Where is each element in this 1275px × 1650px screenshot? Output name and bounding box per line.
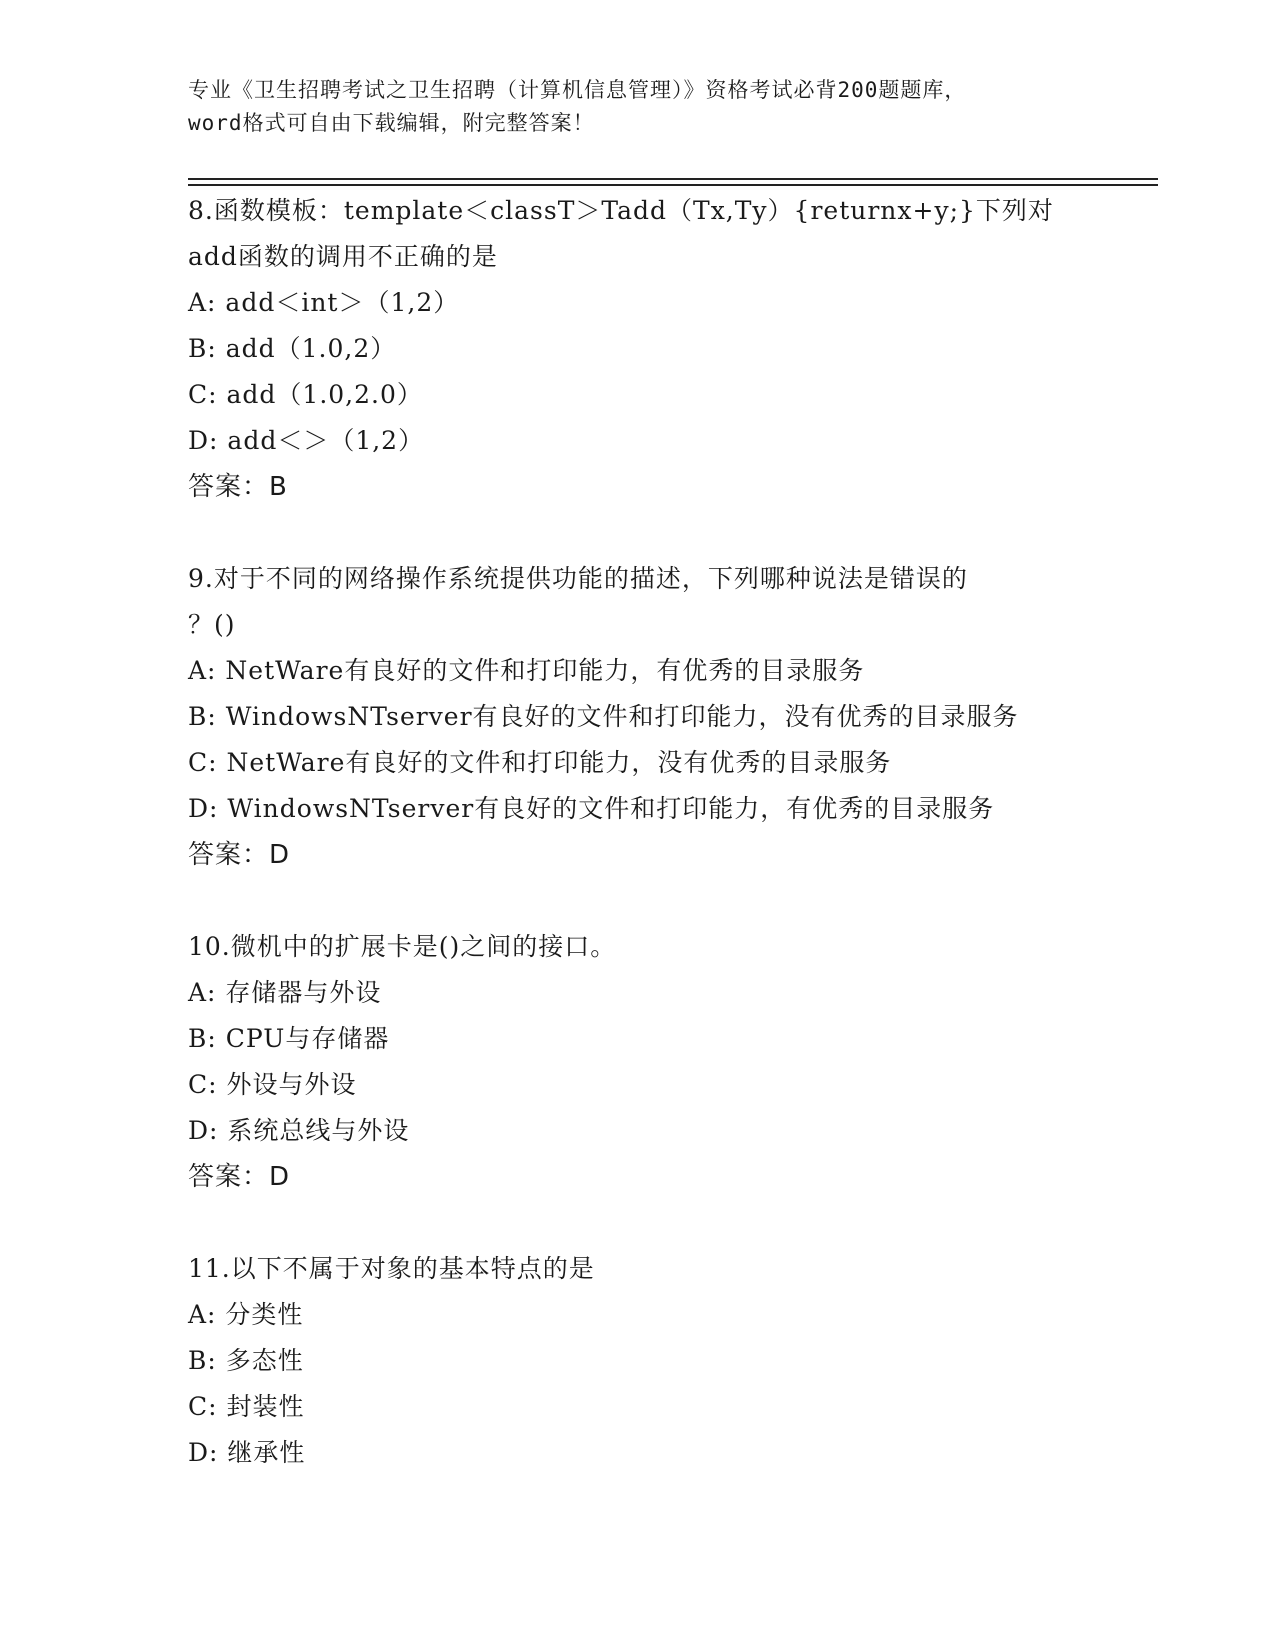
question-8 xyxy=(188,188,1158,510)
question-stem: 8.函数模板：template＜classT＞Tadd（Tx,Ty）{returnx+y;}下列对 xyxy=(188,196,1054,225)
question-stem: 9.对于不同的网络操作系统提供功能的描述，下列哪种说法是错误的 xyxy=(188,564,968,593)
option-a: A: add＜int＞（1,2） xyxy=(188,288,460,317)
question-9 xyxy=(188,556,1158,878)
option-b: B: CPU与存储器 xyxy=(188,1024,390,1053)
header-line-1: 专业《卫生招聘考试之卫生招聘（计算机信息管理）》资格考试必背200题题库， xyxy=(188,78,967,102)
option-d: D: 系统总线与外设 xyxy=(188,1116,410,1145)
question-stem: add函数的调用不正确的是 xyxy=(188,242,498,271)
option-b: B: add（1.0,2） xyxy=(188,334,397,363)
option-b: B: WindowsNTserver有良好的文件和打印能力，没有优秀的目录服务 xyxy=(188,702,1019,731)
header-divider-bottom xyxy=(188,184,1158,186)
spacer xyxy=(188,1200,1158,1246)
option-d: D: 继承性 xyxy=(188,1438,306,1467)
answer-label: 答案：B xyxy=(188,472,288,502)
option-c: C: NetWare有良好的文件和打印能力，没有优秀的目录服务 xyxy=(188,748,892,777)
option-c: C: 外设与外设 xyxy=(188,1070,357,1099)
question-10 xyxy=(188,924,1158,1200)
header-line-2: word格式可自由下载编辑，附完整答案！ xyxy=(188,111,595,135)
question-stem: 10.微机中的扩展卡是()之间的接口。 xyxy=(188,932,617,961)
question-11 xyxy=(188,1246,1158,1476)
document-header xyxy=(188,74,1088,140)
option-d: D: WindowsNTserver有良好的文件和打印能力，有优秀的目录服务 xyxy=(188,794,995,823)
option-a: A: NetWare有良好的文件和打印能力，有优秀的目录服务 xyxy=(188,656,865,685)
spacer xyxy=(188,510,1158,556)
spacer xyxy=(188,878,1158,924)
header-divider-top xyxy=(188,178,1158,180)
option-d: D: add＜＞（1,2） xyxy=(188,426,425,455)
option-a: A: 存储器与外设 xyxy=(188,978,382,1007)
option-c: C: add（1.0,2.0） xyxy=(188,380,423,409)
option-b: B: 多态性 xyxy=(188,1346,304,1375)
question-stem: 11.以下不属于对象的基本特点的是 xyxy=(188,1254,595,1283)
option-a: A: 分类性 xyxy=(188,1300,304,1329)
question-stem: ？() xyxy=(188,610,236,639)
answer-label: 答案：D xyxy=(188,1162,291,1192)
option-c: C: 封装性 xyxy=(188,1392,305,1421)
answer-label: 答案：D xyxy=(188,840,291,870)
question-list xyxy=(188,188,1158,1476)
